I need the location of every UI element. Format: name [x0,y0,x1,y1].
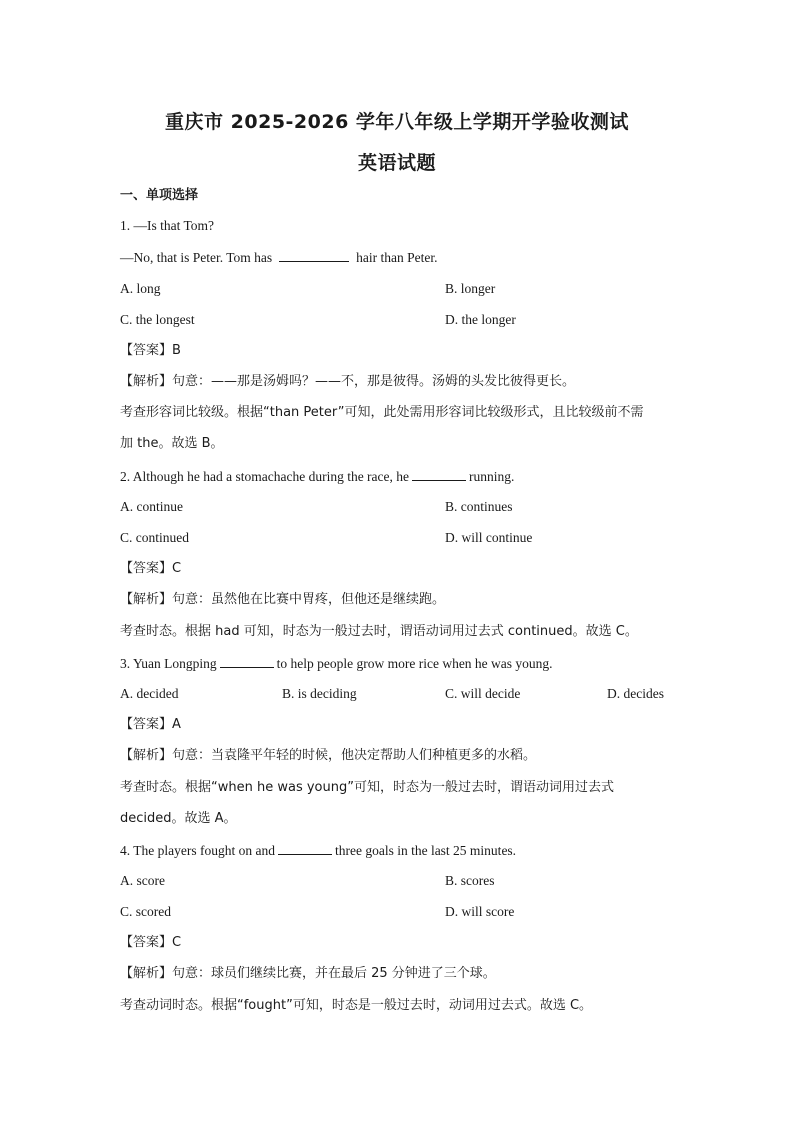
q2-option-d: D. will continue [445,530,533,545]
q1-option-d: D. the longer [445,312,516,327]
q3-option-b: B. is deciding [282,686,357,701]
q3-analysis-line3: decided。故选 A。 [120,811,237,826]
q2-analysis-line1: 【解析】句意：虽然他在比赛中胃疼，但他还是继续跑。 [120,592,446,607]
q1-stem: 1. —Is that Tom? [120,218,215,233]
q1-analysis-line2: 考查形容词比较级。根据“than Peter”可知，此处需用形容词比较级形式，且比较级前不需 [120,405,644,420]
q1-line2 [120,248,438,267]
q2-option-b: B. continues [445,499,513,514]
doc-subtitle: 英语试题 [357,152,436,174]
q4-stem-part-b: three goals in the last 25 minutes. [334,843,517,858]
q4-stem-part-a: 4. The players fought on and [120,843,275,858]
doc-title: 重庆市 2025-2026 学年八年级上学期开学验收测试 [165,111,629,133]
q3-answer-blank [220,654,274,668]
q1-option-a: A. long [120,281,161,296]
q1-answer-blank [279,248,349,262]
q3-answer: 【答案】A [120,717,181,732]
q2-analysis-line2: 考查时态。根据 had 可知，时态为一般过去时，谓语动词用过去式 continued。故选 C。 [120,624,638,639]
q3-option-c: C. will decide [445,686,521,701]
q4-option-d: D. will score [445,904,515,919]
q3-analysis-line2: 考查时态。根据“when he was young”可知，时态为一般过去时，谓语动词用过去式 [120,780,614,795]
q4-analysis-line2: 考查动词时态。根据“fought”可知，时态是一般过去时，动词用过去式。故选 C。 [120,998,593,1013]
q4-answer: 【答案】C [120,935,182,950]
q4-answer-blank [278,841,332,855]
q4-option-b: B. scores [445,873,495,888]
q4-stem [120,841,516,860]
q1-option-c: C. the longest [120,312,195,327]
q4-option-c: C. scored [120,904,171,919]
q2-stem-part-b: running. [469,469,515,484]
q3-analysis-line1: 【解析】句意：当袁隆平年轻的时候，他决定帮助人们种植更多的水稻。 [120,748,537,763]
q2-answer-blank [412,467,466,481]
q1-analysis-line3: 加 the。故选 B。 [120,436,224,451]
q3-stem-part-b: to help people grow more rice when he was young. [276,656,553,671]
q1-line2-part-a: —No, that is Peter. Tom has [120,250,273,265]
q2-option-c: C. continued [120,530,189,545]
q3-option-a: A. decided [120,686,179,701]
q2-answer: 【答案】C [120,561,182,576]
q1-option-b: B. longer [445,281,496,296]
q4-analysis-line1: 【解析】句意：球员们继续比赛，并在最后 25 分钟进了三个球。 [120,966,496,981]
q3-stem-part-a: 3. Yuan Longping [120,656,217,671]
q3-stem [120,654,553,673]
q1-analysis-line1: 【解析】句意：——那是汤姆吗？——不，那是彼得。汤姆的头发比彼得更长。 [120,374,576,389]
q2-stem [120,467,514,486]
q3-option-d: D. decides [607,686,664,701]
q4-option-a: A. score [120,873,165,888]
q1-line2-part-b: hair than Peter. [356,250,438,265]
q1-answer: 【答案】B [120,343,181,358]
section-heading: 一、单项选择 [120,188,199,203]
q2-option-a: A. continue [120,499,183,514]
q2-stem-part-a: 2. Although he had a stomachache during the race, he [120,469,410,484]
